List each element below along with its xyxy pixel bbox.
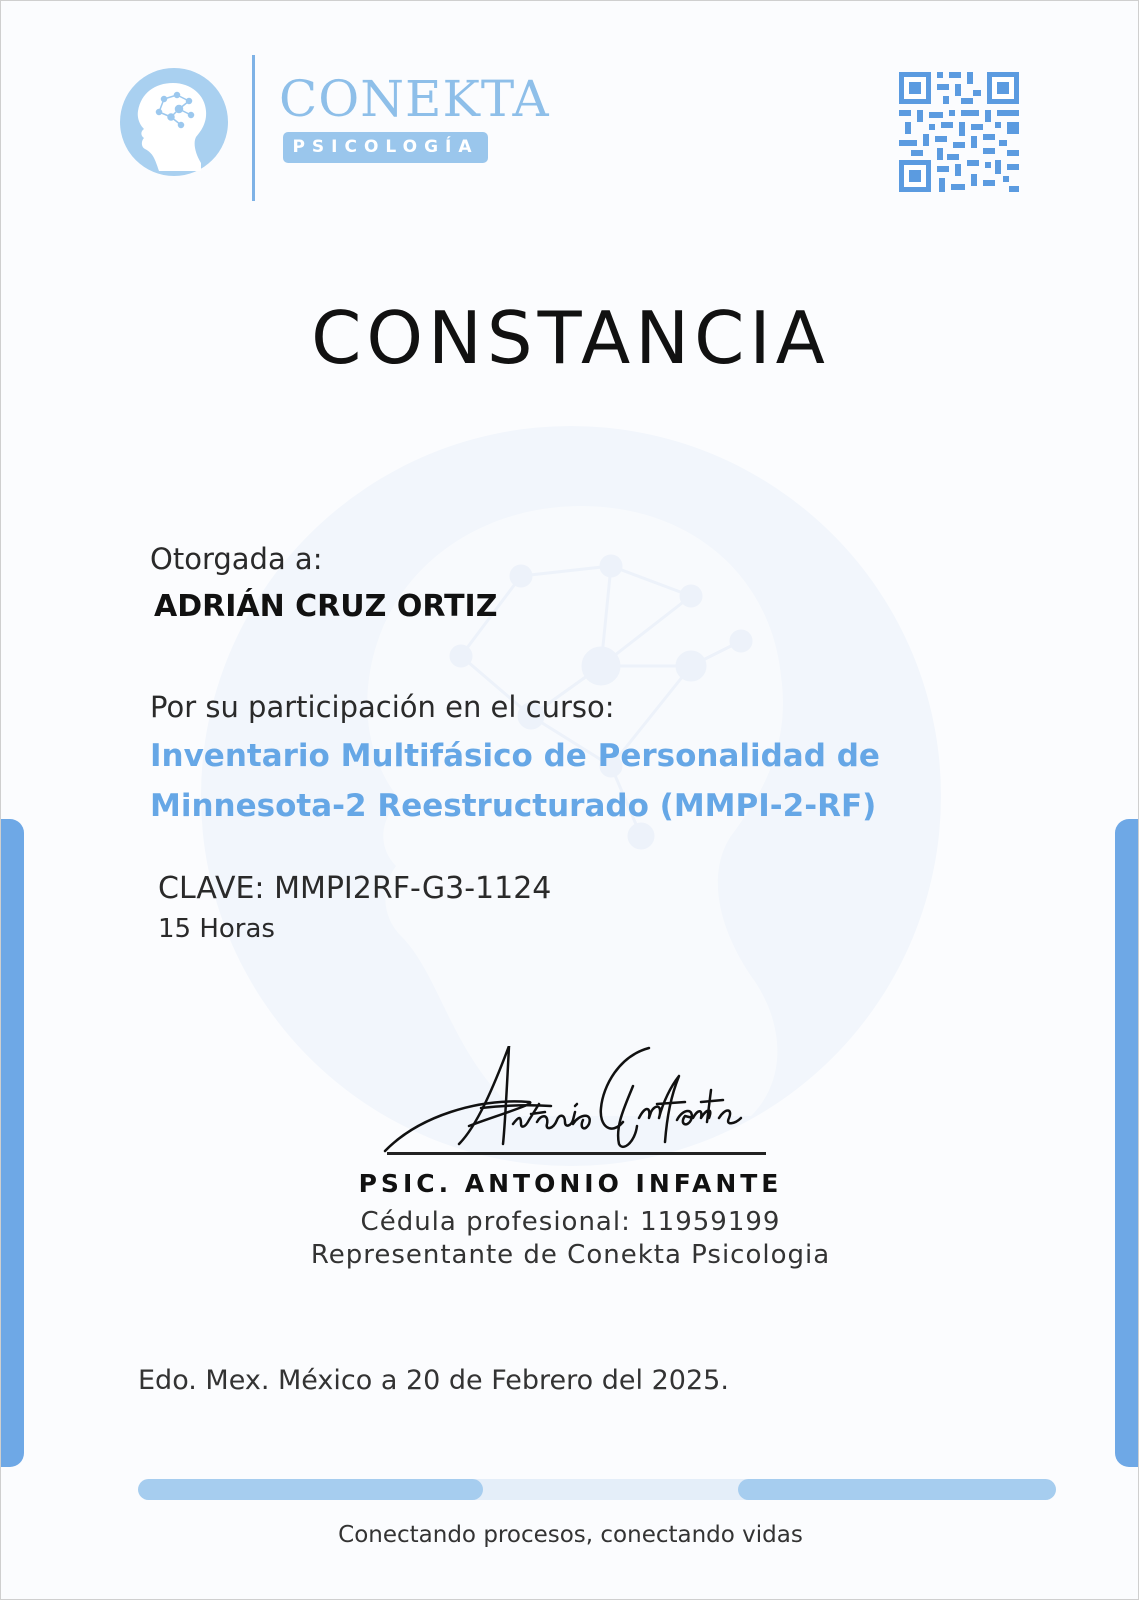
signer-role: Representante de Conekta Psicologia xyxy=(310,1240,831,1270)
brand-name: CONEKTA xyxy=(279,70,550,128)
awarded-label: Otorgada a: xyxy=(150,542,323,576)
course-name-line1: Inventario Multifásico de Personalidad de xyxy=(150,738,880,774)
footer-bar-right xyxy=(738,1479,1056,1500)
brand-tagline: Conectando procesos, conectando vidas xyxy=(338,1522,803,1548)
course-name-line2: Minnesota-2 Reestructurado (MMPI-2-RF) xyxy=(150,788,877,824)
footer-bar-middle xyxy=(456,1479,781,1500)
signature-line xyxy=(387,1152,766,1155)
signer-license: Cédula profesional: 11959199 xyxy=(360,1207,781,1237)
course-hours: 15 Horas xyxy=(158,914,275,944)
recipient-name: ADRIÁN CRUZ ORTIZ xyxy=(154,589,498,624)
brand-logo xyxy=(119,53,550,203)
brand-subtitle: PSICOLOGÍA xyxy=(283,132,488,163)
right-accent-bar xyxy=(1115,819,1138,1467)
footer-bar-left xyxy=(138,1479,483,1500)
handwritten-signature xyxy=(379,1046,779,1156)
signer-name: PSIC. ANTONIO INFANTE xyxy=(358,1169,783,1198)
document-title: CONSTANCIA xyxy=(311,296,830,380)
course-key: CLAVE: MMPI2RF-G3-1124 xyxy=(158,871,552,906)
left-accent-bar xyxy=(1,819,24,1467)
qr-code-icon xyxy=(899,72,1019,192)
course-label: Por su participación en el curso: xyxy=(150,690,615,724)
head-brain-network-icon xyxy=(119,67,229,177)
place-and-date: Edo. Mex. México a 20 de Febrero del 2025. xyxy=(138,1365,729,1396)
logo-divider xyxy=(252,55,255,201)
